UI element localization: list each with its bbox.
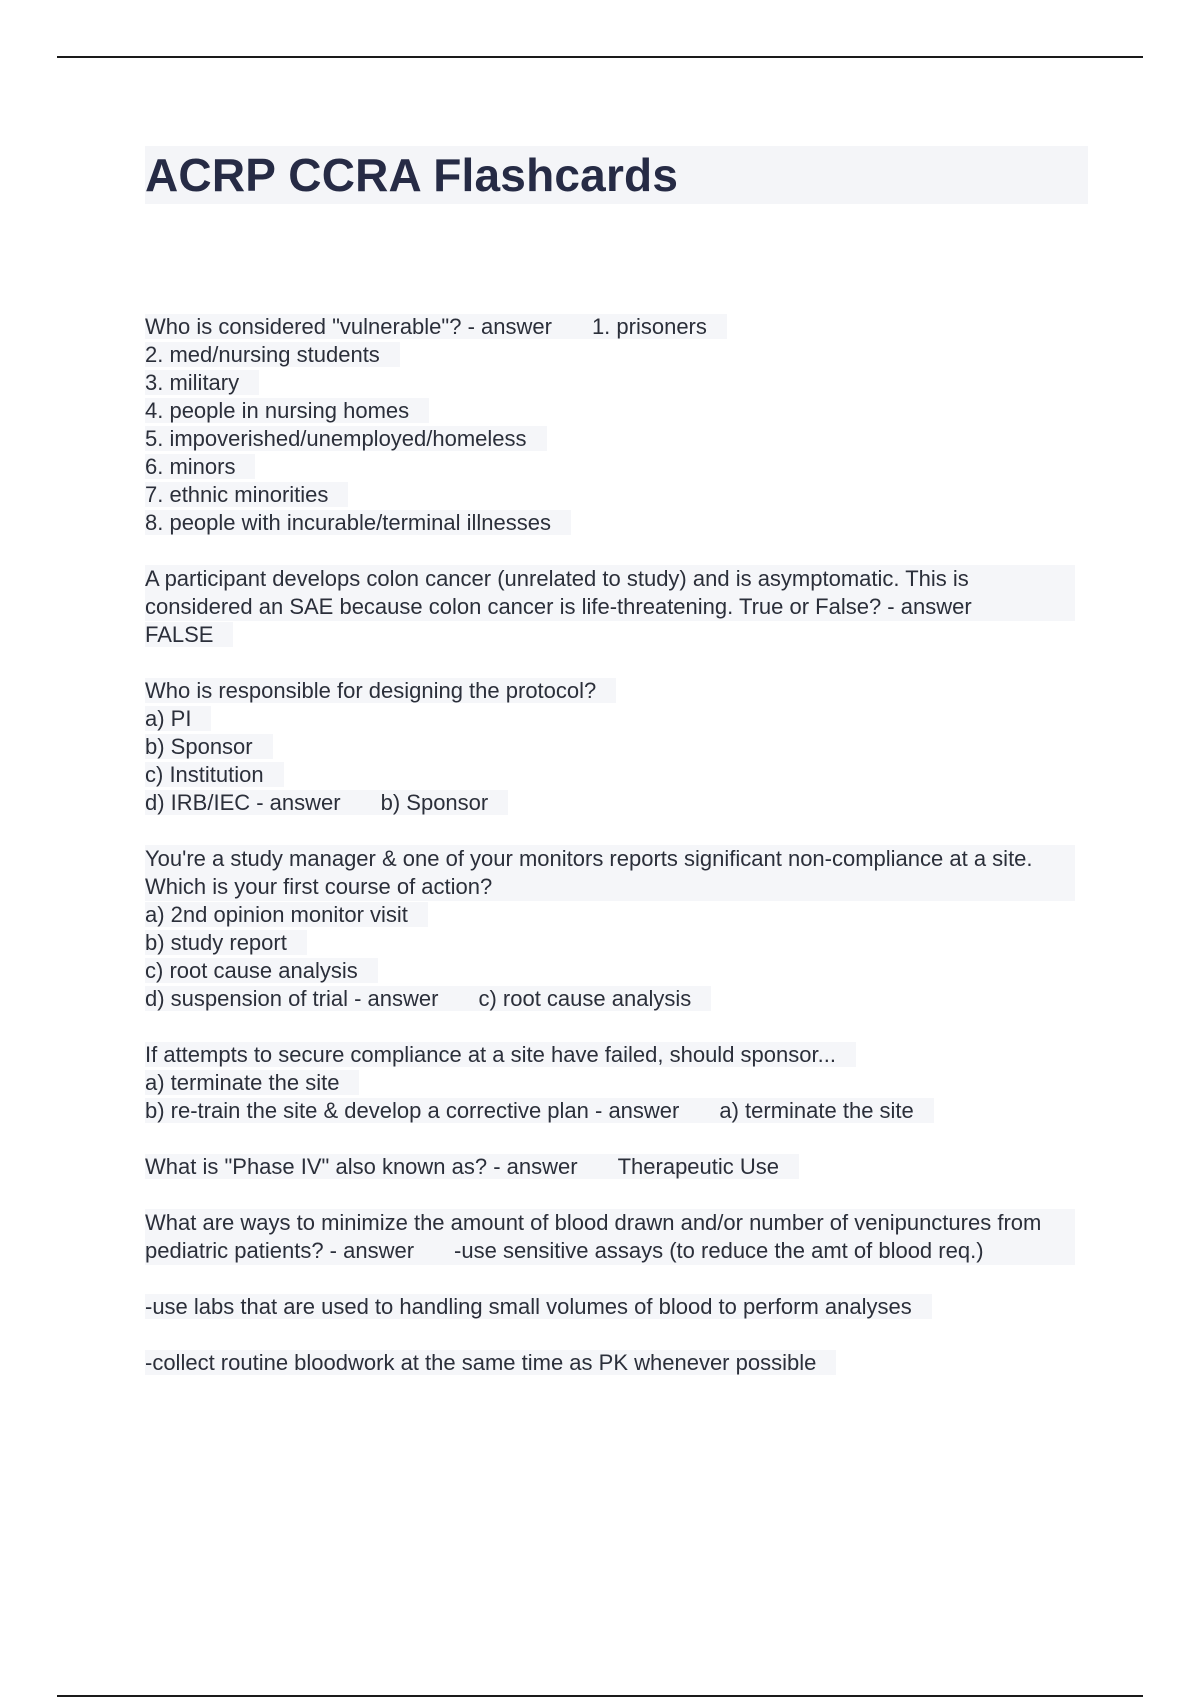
card-answer-extra: -collect routine bloodwork at the same time as PK whenever possible bbox=[145, 1350, 836, 1375]
card-question: A participant develops colon cancer (unrelated to study) and is asymptomatic. This is considered an SAE because colon cancer is life-threatening. True or False? - answer bbox=[145, 565, 1075, 621]
card-option: c) Institution bbox=[145, 762, 284, 787]
page-title: ACRP CCRA Flashcards bbox=[145, 149, 679, 201]
card-option: c) root cause analysis bbox=[145, 958, 378, 983]
flashcard bbox=[145, 313, 1095, 537]
flashcard bbox=[145, 677, 1095, 817]
card-question: If attempts to secure compliance at a site have failed, should sponsor... bbox=[145, 1042, 856, 1067]
card-answer-line bbox=[145, 1098, 934, 1123]
card-option: b) study report bbox=[145, 930, 307, 955]
card-question-block bbox=[145, 1209, 1075, 1265]
card-option: b) re-train the site & develop a corrective plan - answer bbox=[145, 1098, 680, 1123]
card-question: Who is responsible for designing the protocol? bbox=[145, 678, 616, 703]
flashcard-list bbox=[145, 313, 1095, 1405]
card-option: b) Sponsor bbox=[145, 734, 273, 759]
flashcard bbox=[145, 1153, 1095, 1181]
card-option: a) PI bbox=[145, 706, 211, 731]
card-answer-line bbox=[145, 986, 711, 1011]
header-rule bbox=[57, 56, 1143, 58]
list-item: 6. minors bbox=[145, 454, 255, 479]
card-answer-extra: -use labs that are used to handling small volumes of blood to perform analyses bbox=[145, 1294, 932, 1319]
flashcard bbox=[145, 845, 1095, 1013]
card-question-line bbox=[145, 1154, 799, 1179]
card-option: a) terminate the site bbox=[145, 1070, 359, 1095]
card-option: d) IRB/IEC - answer bbox=[145, 790, 341, 815]
list-item: 4. people in nursing homes bbox=[145, 398, 429, 423]
card-question: Who is considered "vulnerable"? - answer bbox=[145, 314, 552, 339]
card-answer: a) terminate the site bbox=[719, 1098, 914, 1123]
card-question-line bbox=[145, 314, 727, 339]
flashcard-extra bbox=[145, 1349, 1095, 1377]
flashcard bbox=[145, 1041, 1095, 1125]
list-item: 2. med/nursing students bbox=[145, 342, 400, 367]
flashcard bbox=[145, 565, 1095, 649]
card-answer: 1. prisoners bbox=[591, 314, 707, 339]
list-item: 5. impoverished/unemployed/homeless bbox=[145, 426, 547, 451]
card-answer: -use sensitive assays (to reduce the amt of blood req.) bbox=[454, 1238, 984, 1263]
footer-rule bbox=[57, 1695, 1143, 1697]
flashcard-extra bbox=[145, 1293, 1095, 1321]
card-answer: c) root cause analysis bbox=[478, 986, 692, 1011]
card-answer-line bbox=[145, 790, 508, 815]
list-item: 7. ethnic minorities bbox=[145, 482, 348, 507]
list-item: 8. people with incurable/terminal illnesses bbox=[145, 510, 571, 535]
card-question: You're a study manager & one of your monitors reports significant non-compliance at a site. Which is your first course of action? bbox=[145, 845, 1075, 901]
flashcard bbox=[145, 1209, 1095, 1265]
card-answer: FALSE bbox=[145, 622, 233, 647]
card-question: What is "Phase IV" also known as? - answer bbox=[145, 1154, 578, 1179]
list-item: 3. military bbox=[145, 370, 259, 395]
card-option: a) 2nd opinion monitor visit bbox=[145, 902, 428, 927]
card-question: What are ways to minimize the amount of blood drawn and/or number of venipunctures from pediatric patients? - answer bbox=[145, 1210, 1042, 1263]
card-answer: b) Sponsor bbox=[380, 790, 489, 815]
card-option: d) suspension of trial - answer bbox=[145, 986, 439, 1011]
card-answer: Therapeutic Use bbox=[617, 1154, 780, 1179]
